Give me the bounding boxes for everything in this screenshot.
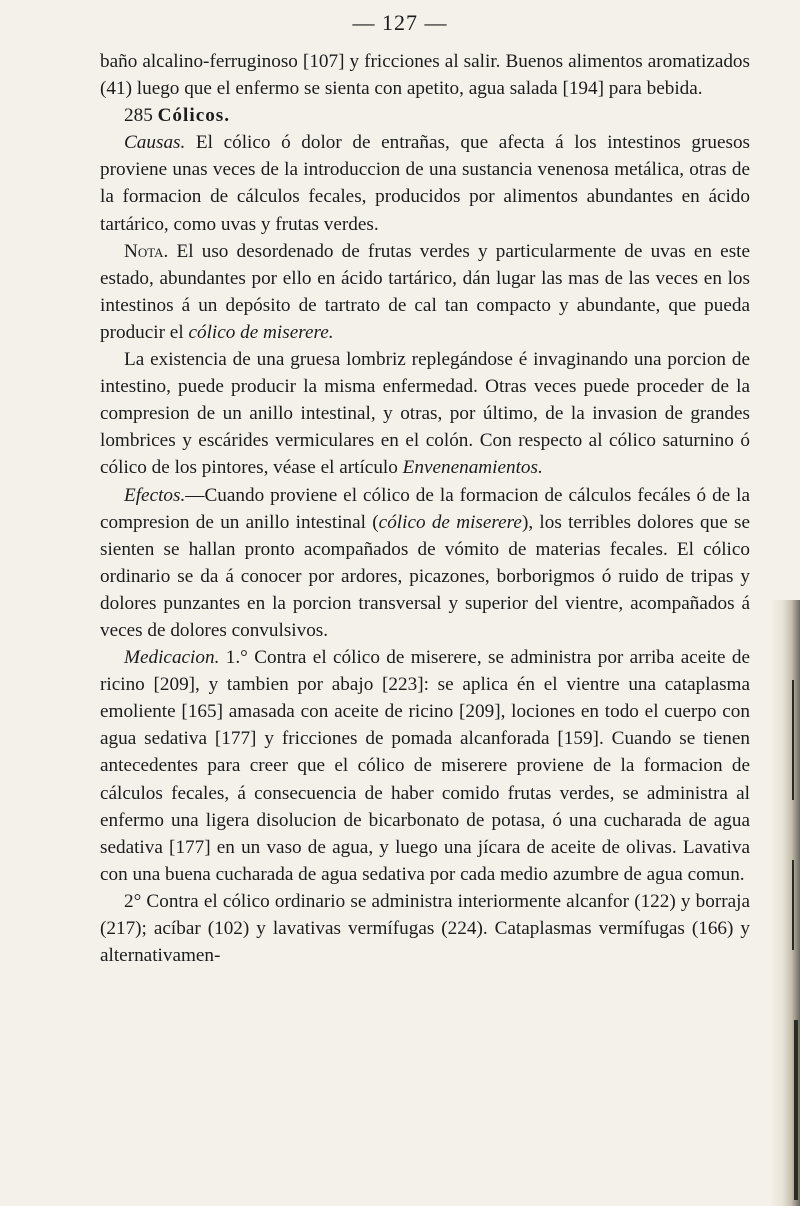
lombriz-italic: Envenenamientos. [402, 457, 543, 479]
section-heading [100, 102, 750, 129]
edge-line [792, 680, 794, 800]
paragraph-efectos [100, 482, 750, 645]
medicacion-label: Medicacion. [124, 647, 220, 669]
nota-italic: cólico de miserere. [188, 321, 334, 343]
paragraph-causas [100, 129, 750, 237]
medicacion-text: 1.° Contra el cólico de miserere, se administra por arriba aceite de ricino [209], y tambien por abajo [223]: se aplica én el vientre una cataplasma emoliente [165] amasada con aceite de ricino [209], lociones en todo el cuerpo con agua sedativa [177] y fricciones de pomada alcanforada [159]. Cuando se tienen antecedentes para creer que el cólico de miserere proviene de la formacion de cálculos fecales, á consecuencia de haber comido frutas verdes, se administra al enfermo una ligera disolucion de bicarbonato de potasa, ó una cucharada de agua sedativa [177] en un vaso de agua, y luego una jícara de aceite de olivas. Lavativa con una buena cucharada de agua sedativa por cada medio azumbre de agua comun. [100, 647, 751, 885]
paragraph-medicacion [100, 644, 750, 888]
page-body [100, 48, 750, 969]
section-number: 285 [124, 105, 153, 127]
efectos-label: Efectos. [124, 484, 186, 506]
efectos-text-2: ), los terribles dolores que se sienten se hallan pronto acompañados de vómito de materias fecales. El cólico ordinario se da á conocer por ardores, picazones, borborigmos ó ruido de tripas y dolores punzantes en la porcion transversal y superior del vientre, acompañados á veces de dolores convulsivos. [100, 511, 750, 641]
causas-text: El cólico ó dolor de entrañas, que afecta á los intestinos gruesos proviene unas veces de la introduccion de una sustancia venenosa metálica, otras de la formacion de cálculos fecales, producidos por alimentos abundantes en ácido tartárico, como uvas y frutas verdes. [100, 132, 751, 235]
nota-label: Nota. [124, 240, 169, 262]
paragraph-intro-text: baño alcalino-ferruginoso [107] y fricciones al salir. Buenos alimentos aromatizados (41) luego que el enfermo se sienta con apetito, agua salada [194] para bebida. [100, 51, 750, 100]
edge-line [794, 1020, 798, 1200]
paragraph-lombriz [100, 346, 750, 481]
lombriz-text: La existencia de una gruesa lombriz replegándose é invaginando una porcion de intestino, puede producir la misma enfermedad. Otras veces puede proceder de la compresion de un anillo intestinal, y otras, por último, de la invasion de grandes lombrices y escárides vermiculares en el colón. Con respecto al cólico saturnino ó cólico de los pintores, véase el artículo [100, 349, 750, 479]
efectos-text-1: —Cuando proviene el cólico de la formacion de cálculos fecáles ó de la compresion de un anillo intestinal ( [100, 484, 750, 533]
paragraph-ordinario [100, 888, 750, 969]
efectos-italic: cólico de miserere [378, 511, 522, 533]
edge-line [792, 860, 794, 950]
ordinario-text: 2° Contra el cólico ordinario se administra interiormente alcanfor (122) y borraja (217); acíbar (102) y lavativas vermífugas (224). Cataplasmas vermífugas (166) y alternativamen- [100, 890, 750, 967]
nota-text: El uso desordenado de frutas verdes y particularmente de uvas en este estado, abundantes por ello en ácido tartárico, dán lugar las mas de las veces en los intestinos á un depósito de tartrato de cal tan compacto y abundante, que pueda producir el [100, 240, 751, 343]
paragraph-intro [100, 48, 750, 102]
paragraph-nota [100, 238, 750, 346]
section-title: Cólicos. [157, 105, 231, 127]
page-number: — 127 — [352, 10, 448, 35]
page-edge-shadow [770, 600, 800, 1206]
causas-label: Causas. [124, 132, 186, 154]
